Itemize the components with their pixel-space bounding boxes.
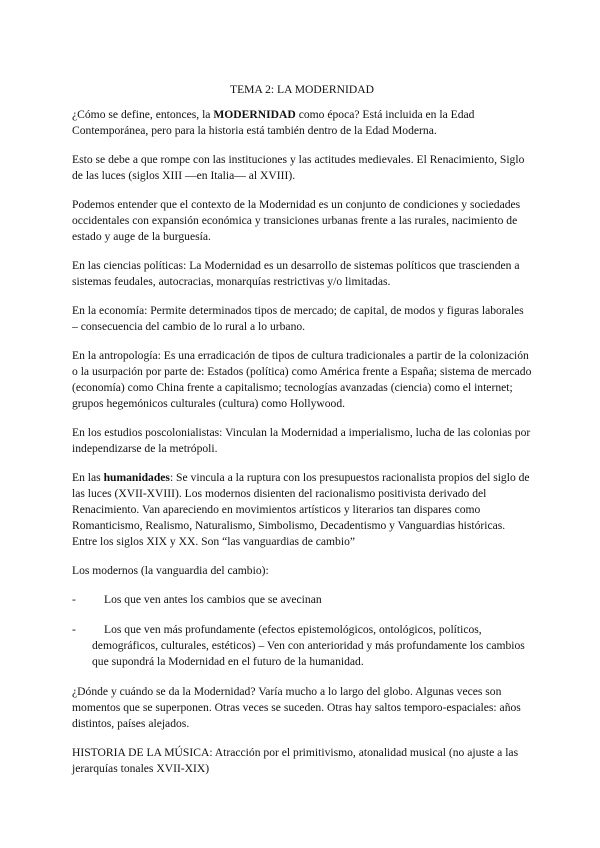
document-title: TEMA 2: LA MODERNIDAD	[230, 83, 374, 96]
list-item	[72, 622, 532, 670]
paragraph-humanities-intro: En las	[72, 471, 104, 484]
paragraph-anthropology: En la antropología: Es una erradicación de tipos de cultura tradicionales a partir de la colonización o la usurpación por parte de: Estados (política) como América frente a España; sistema de mercado (economía) como China frente a capitalismo; tecnologías avanzadas (ciencia) como el internet; grupos hegemónicos culturales (cultura) como Hollywood.	[72, 349, 532, 410]
paragraph-definition-rest: como época? Está incluida en la Edad Contemporánea, pero para la historia está también dentro de la Edad Moderna.	[72, 108, 475, 137]
list-item-text: Los que ven antes los cambios que se avecinan	[104, 593, 322, 606]
paragraph-humanities-rest: : Se vincula a la ruptura con los presupuestos racionalista propios del siglo de las luces (XVII-XVIII). Los modernos disienten del racionalismo positivista derivado del Renacimiento. Van apareciendo en movimientos artísticos y literarios tan dispares como Romanticismo, Realismo, Naturalismo, Simbolismo, Decadentismo y Vanguardias históricas. Entre los siglos XIX y XX. Son “las vanguardias de cambio”	[72, 471, 530, 548]
paragraph-postcolonial: En los estudios poscolonialistas: Vinculan la Modernidad a imperialismo, lucha de las colonias por independizarse de la metrópoli.	[72, 426, 531, 455]
modernidad-bold-term: MODERNIDAD	[213, 108, 296, 121]
paragraph-where-when: ¿Dónde y cuándo se da la Modernidad? Varía mucho a lo largo del globo. Algunas veces son momentos que se superponen. Otras veces se suceden. Otras hay saltos temporo-espaciales: años distintos, países alejados.	[72, 685, 521, 730]
dash-bullet-icon: -	[72, 593, 76, 606]
paragraph-rupture: Esto se debe a que rompe con las instituciones y las actitudes medievales. El Renacimiento, Siglo de las luces (siglos XIII —en Italia— al XVIII).	[72, 153, 525, 182]
moderns-list	[72, 592, 532, 670]
paragraph-economy: En la economía: Permite determinados tipos de mercado; de capital, de modos y figuras laborales – consecuencia del cambio de lo rural a lo urbano.	[72, 304, 524, 333]
dash-bullet-icon: -	[72, 623, 76, 636]
paragraph-definition-intro: ¿Cómo se define, entonces, la	[72, 108, 214, 121]
list-item-text: Los que ven más profundamente (efectos epistemológicos, ontológicos, políticos, demográficos, culturales, estéticos) – Ven con anterioridad y más profundamente los cambios que supondrá la Modernidad en el futuro de la humanidad.	[92, 623, 525, 668]
document-body	[72, 82, 532, 790]
paragraph-moderns-heading: Los modernos (la vanguardia del cambio):	[72, 564, 269, 577]
paragraph-political-science: En las ciencias políticas: La Modernidad es un desarrollo de sistemas políticos que trascienden a sistemas feudales, autocracias, monarquías restrictivas y/o limitadas.	[72, 259, 520, 288]
paragraph-music-history: HISTORIA DE LA MÚSICA: Atracción por el primitivismo, atonalidad musical (no ajuste a las jerarquías tonales XVII-XIX)	[72, 746, 519, 775]
paragraph-definition	[72, 107, 532, 139]
list-item	[72, 592, 532, 608]
paragraph-context: Podemos entender que el contexto de la Modernidad es un conjunto de condiciones y sociedades occidentales con expansión económica y transiciones urbanas frente a las rurales, nacimiento de estado y auge de la burguesía.	[72, 198, 521, 243]
paragraph-humanities	[72, 470, 532, 550]
humanidades-bold-term: humanidades	[103, 471, 170, 484]
